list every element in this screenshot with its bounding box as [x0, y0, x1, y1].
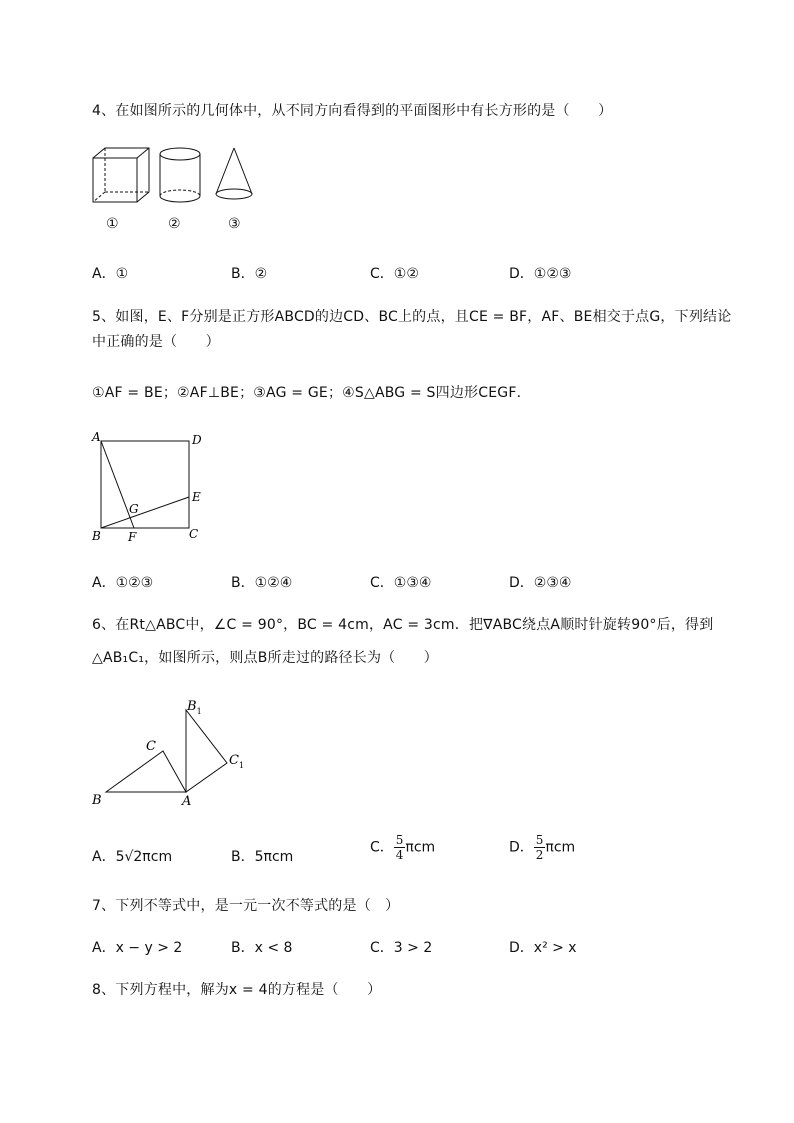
point-g: G — [129, 502, 139, 516]
q7-option-a: A．x − y > 2 — [92, 940, 183, 956]
q7-option-b: B．x < 8 — [231, 940, 293, 956]
point-f: F — [128, 530, 137, 544]
q4-label-3: ③ — [228, 216, 241, 232]
q6-option-c: C． $\frac{5}{4}$ πcm — [370, 833, 436, 862]
point-c: C — [189, 527, 199, 541]
point-d: D — [192, 433, 202, 447]
q4-option-c: C．①② — [370, 266, 419, 282]
triangle-ab1c1 — [186, 710, 227, 792]
q5-square-figure — [88, 428, 218, 546]
q6-stem-line2: △AB₁C₁，如图所示，则点B所走过的路径长为（ ） — [92, 650, 438, 666]
q5-stem-line2: 中正确的是（ ） — [92, 334, 220, 350]
q7-stem: 7、下列不等式中，是一元一次不等式的是（ ） — [92, 898, 400, 914]
q8-stem: 8、下列方程中，解为x = 4的方程是（ ） — [92, 982, 382, 998]
q5-conclusions: ①AF = BE；②AF⊥BE；③AG = GE；④S△ABG = S四边形CEGF． — [92, 385, 531, 401]
segment-be — [101, 497, 189, 528]
point-e: E — [192, 490, 201, 504]
q5-option-a: A．①②③ — [92, 575, 154, 591]
q5-option-c: C．①③④ — [370, 575, 432, 591]
point-c: C — [146, 739, 156, 754]
q6-option-b: B．5πcm — [231, 849, 294, 865]
q6-option-d: D． $\frac{5}{2}$ πcm — [509, 833, 576, 862]
q6-stem-line1: 6、在Rt△ABC中，∠C = 90°，BC = 4cm，AC = 3cm．把∇ABC绕点A顺时针旋转90°后，得到 — [92, 617, 714, 633]
square-abcd — [101, 441, 189, 528]
point-b: B — [92, 793, 102, 808]
q5-option-b: B．①②④ — [231, 575, 293, 591]
triangle-abc — [106, 751, 186, 792]
q7-option-c: C．3 > 2 — [370, 940, 433, 956]
q7-option-d: D．x² > x — [509, 940, 577, 956]
q4-label-2: ② — [168, 216, 181, 232]
q6-rotation-figure — [88, 694, 258, 812]
cone-shape — [216, 148, 252, 199]
q5-option-d: D．②③④ — [509, 575, 572, 591]
point-a: A — [92, 430, 101, 444]
q6-option-a: A．5√2πcm — [92, 849, 173, 865]
q4-label-1: ① — [106, 216, 119, 232]
point-c1: $C_1$ — [229, 753, 245, 770]
q4-option-a: A．① — [92, 266, 129, 282]
q4-solids-figure — [88, 142, 278, 212]
fraction-5-4: $\frac{5}{4}$ — [395, 833, 404, 862]
q4-option-b: B．② — [231, 266, 268, 282]
point-a: A — [182, 794, 192, 809]
q4-stem: 4、在如图所示的几何体中，从不同方向看得到的平面图形中有长方形的是（ ） — [92, 103, 613, 119]
cylinder-shape — [160, 148, 200, 202]
q4-option-d: D．①②③ — [509, 266, 572, 282]
cube-shape — [93, 148, 149, 202]
point-b: B — [92, 529, 101, 543]
q5-stem-line1: 5、如图，E、F分别是正方形ABCD的边CD、BC上的点，且CE = BF，AF、BE相交于点G，下列结论 — [92, 309, 732, 325]
fraction-5-2: $\frac{5}{2}$ — [535, 833, 544, 862]
point-b1: $B_1$ — [187, 699, 202, 716]
